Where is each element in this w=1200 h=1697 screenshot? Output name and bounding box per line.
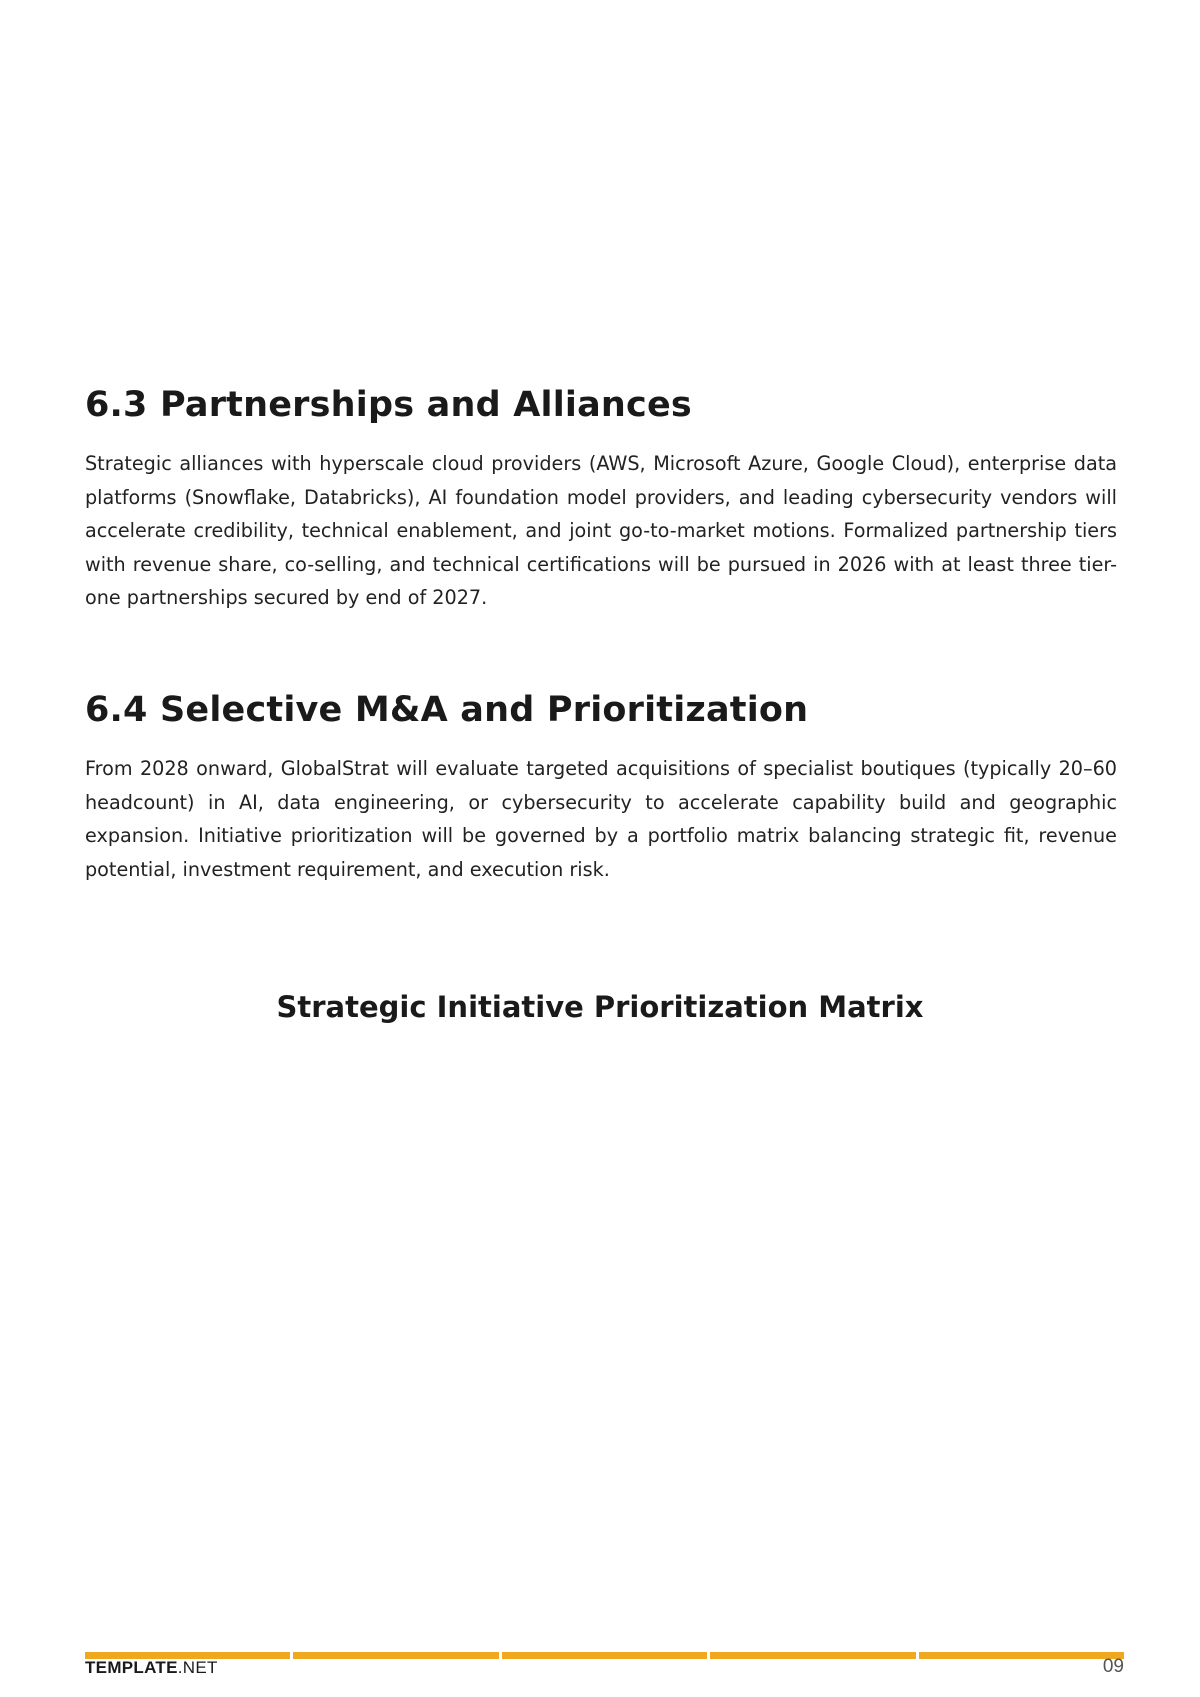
section-mna: [85, 690, 1117, 886]
footer-bar-segment: [293, 1652, 498, 1659]
footer-bar-segment: [710, 1652, 915, 1659]
section-partnerships: [85, 385, 1117, 615]
section-body: Strategic alliances with hyperscale cloud providers (AWS, Microsoft Azure, Google Cloud), enterprise data platforms (Snowflake, Databricks), AI foundation model providers, and leading cybersecurity vendors will accelerate credibility, technical enablement, and joint go-to-market motions. Formalized partnership tiers with revenue share, co-selling, and technical certifications will be pursued in 2026 with at least three tier-one partnerships secured by end of 2027.: [85, 452, 1117, 610]
matrix-title: Strategic Initiative Prioritization Matrix: [276, 990, 924, 1024]
footer-accent-bar: [85, 1652, 1124, 1659]
footer-brand-logo: [85, 1658, 218, 1678]
page-number: 09: [1102, 1656, 1124, 1677]
brand-suffix: .NET: [177, 1658, 218, 1677]
section-heading: 6.4 Selective M&A and Prioritization: [85, 690, 809, 730]
section-body: From 2028 onward, GlobalStrat will evaluate targeted acquisitions of specialist boutiques (typically 20–60 headcount) in AI, data engineering, or cybersecurity to accelerate capability build and geographic expansion. Initiative prioritization will be governed by a portfolio matrix balancing strategic fit, revenue potential, investment requirement, and execution risk.: [85, 757, 1117, 881]
footer-bar-segment: [919, 1652, 1124, 1659]
section-heading: 6.3 Partnerships and Alliances: [85, 385, 692, 425]
brand-name: TEMPLATE: [85, 1658, 178, 1677]
footer-bar-segment: [502, 1652, 707, 1659]
